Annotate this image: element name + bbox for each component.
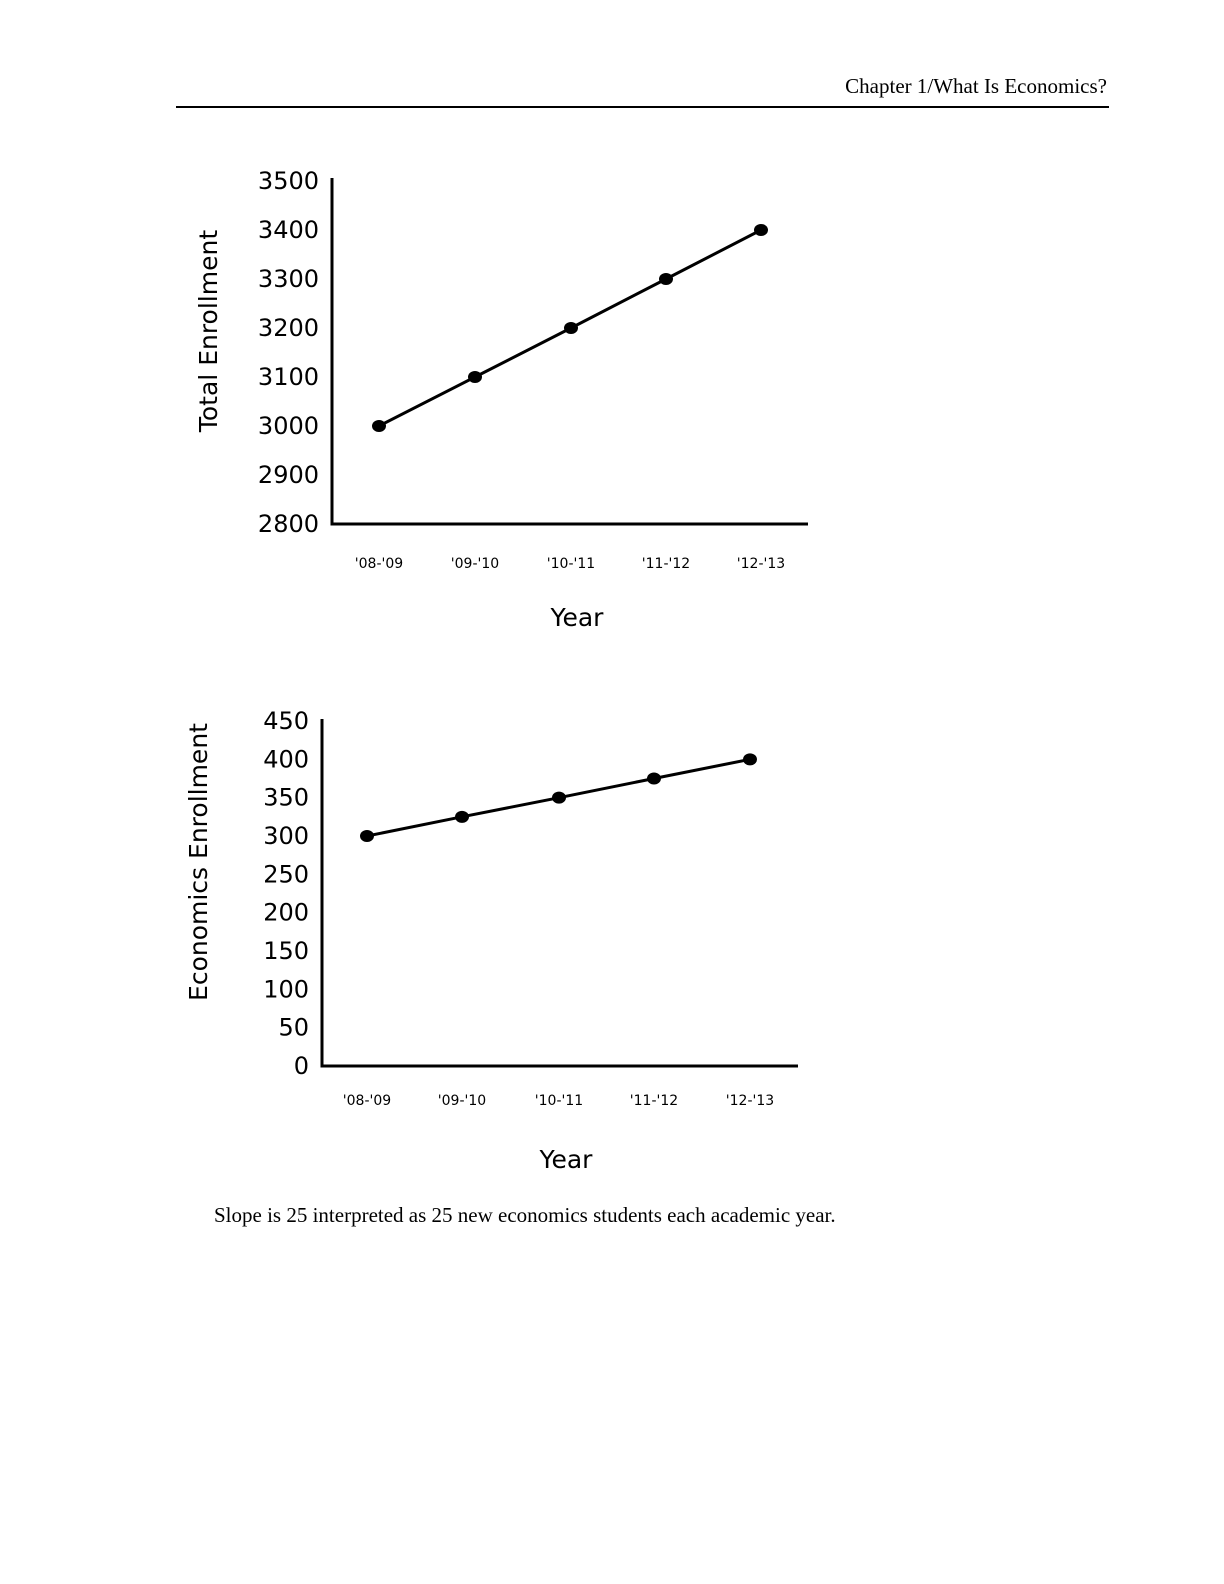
chart2-data-point bbox=[552, 792, 566, 804]
chart1-data-point bbox=[564, 322, 578, 334]
chart2-y-tick-label: 150 bbox=[263, 937, 309, 965]
chart2-y-tick-label: 350 bbox=[263, 783, 309, 812]
chart1-data-point bbox=[468, 371, 482, 383]
chart2-y-tick-label: 100 bbox=[263, 975, 309, 1004]
chart2-x-axis-title: Year bbox=[539, 1145, 593, 1174]
chart1-y-tick-label: 3000 bbox=[257, 412, 319, 440]
chart2-data-point bbox=[360, 830, 374, 842]
chart2-x-tick-label: '08-'09 bbox=[342, 1093, 392, 1109]
chart2-y-tick-label: 250 bbox=[263, 860, 309, 889]
chart2-x-tick-label: '10-'11 bbox=[534, 1093, 584, 1109]
chart1-y-tick-label: 3100 bbox=[257, 363, 319, 391]
chart1-x-tick-label: '09-'10 bbox=[450, 556, 500, 572]
chart1-x-axis-title: Year bbox=[550, 603, 604, 632]
chart2-x-tick-label: '11-'12 bbox=[629, 1093, 679, 1109]
chart1-y-axis-title: Total Enrollment bbox=[194, 229, 223, 433]
chart1-y-tick-label: 2900 bbox=[257, 461, 319, 489]
chart2-y-tick-label: 200 bbox=[263, 898, 309, 927]
chart1-y-tick-label: 3400 bbox=[257, 216, 319, 244]
chart2-data-point bbox=[743, 753, 757, 765]
chart1-y-tick-label: 2800 bbox=[257, 510, 319, 538]
chart1-x-tick-label: '08-'09 bbox=[354, 556, 404, 572]
chart2-y-tick-label: 300 bbox=[263, 822, 309, 850]
chart1-y-tick-label: 3200 bbox=[257, 314, 319, 342]
chart1-data-point bbox=[754, 224, 768, 236]
chart2-y-tick-label: 0 bbox=[293, 1052, 309, 1080]
chapter-title: Chapter 1/What Is Economics? bbox=[845, 74, 1107, 98]
chart2-y-tick-label: 450 bbox=[263, 707, 309, 735]
chart1-y-tick-label: 3300 bbox=[257, 265, 319, 293]
chart1-data-point bbox=[659, 273, 673, 285]
slope-caption: Slope is 25 interpreted as 25 new economics students each academic year. bbox=[214, 1203, 836, 1227]
chart1-y-tick-label: 3500 bbox=[257, 167, 319, 195]
chart1-data-point bbox=[372, 420, 386, 432]
chart2-y-axis-title: Economics Enrollment bbox=[184, 723, 213, 1001]
chart2-x-tick-label: '12-'13 bbox=[725, 1093, 775, 1109]
chart2-data-point bbox=[455, 811, 469, 823]
chart2-y-tick-label: 400 bbox=[263, 745, 309, 774]
chart1-x-tick-label: '10-'11 bbox=[546, 556, 596, 572]
chart1-x-tick-label: '11-'12 bbox=[641, 556, 691, 572]
chart2-data-point bbox=[647, 773, 661, 785]
chart2-x-tick-label: '09-'10 bbox=[437, 1093, 487, 1109]
chart1-x-tick-label: '12-'13 bbox=[736, 556, 786, 572]
chart2-y-tick-label: 50 bbox=[278, 1013, 309, 1042]
